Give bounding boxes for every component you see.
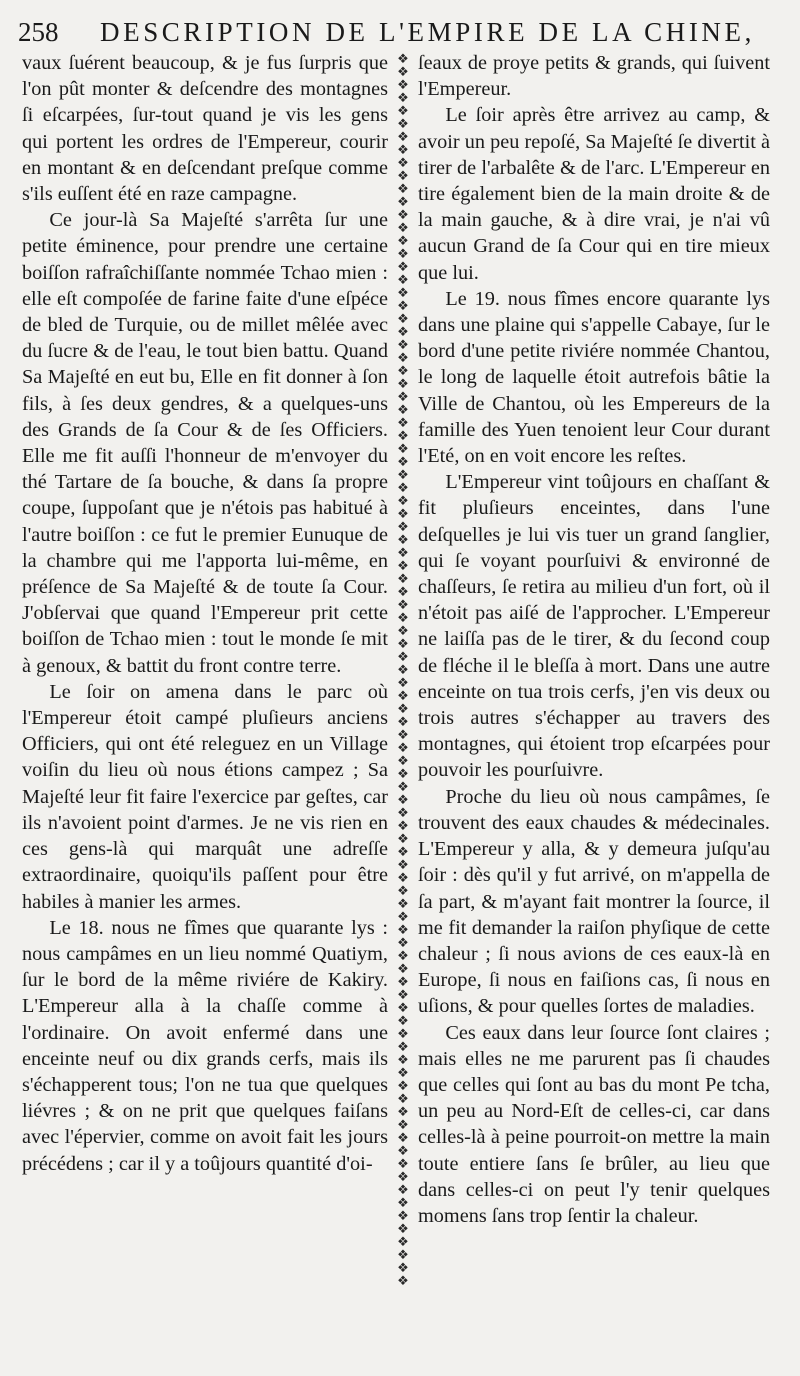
paragraph: vaux ſuérent beaucoup, & je fus ſurpris que l'on pût monter & deſcendre des montagnes ſi eſcarpées, ſur-tout quand je vis les gens qui portent les ordres de l'Empereur, courir en montant & en deſcendant preſque comme s'ils euſſent été en raze campagne. — [22, 52, 388, 206]
paragraph: Le ſoir après être arrivez au camp, & avoir un peu repoſé, Sa Majeſté ſe divertit à tirer de l'arbalête & de l'arc. L'Empereur en tire également bien de la main droite & de la main gauche, & à dire vrai, je n'ai vû aucun Grand de ſa Cour qui en tire mieux que lui. — [418, 104, 770, 284]
page-number: 258 — [18, 17, 59, 47]
right-column — [418, 50, 770, 1229]
paragraph: Ces eaux dans leur ſource ſont claires ; mais elles ne me parurent pas ſi chaudes que celles qui ſont au bas du mont Pe tcha, un peu au Nord-Eſt de celles-ci, car dans celles-là à peine pourroit-on mettre la main toute entiere ſans ſe brûler, au lieu que dans celles-ci on peut l'y tenir quelques momens ſans trop ſentir la chaleur. — [418, 1021, 770, 1227]
running-title: DESCRIPTION DE L'EMPIRE DE LA CHINE, — [100, 17, 755, 47]
paragraph: Proche du lieu où nous campâmes, ſe trouvent des eaux chaudes & médecinales. L'Empereur y alla, & y demeura juſqu'au ſoir : dès qu'il y fut arrivé, on m'appella de ſa part, & m'ayant fait montrer la ſource, il me fit demander la raiſon phyſique de cette chaleur ; ſi nous avions de ces eaux-là en Europe, ſi nous en faiſions cas, ſi nous en uſions, & pour quelles ſortes de maladies. — [418, 785, 770, 1018]
paragraph: L'Empereur vint toûjours en chaſſant & fit pluſieurs enceintes, dans l'une deſquelles je lui vis tuer un grand ſanglier, qui ſe voyant pourſuivi & environné de chaſſeurs, ſe retira au milieu d'un fort, où il n'étoit pas aiſé de l'approcher. L'Empereur ne laiſſa pas de le tirer, & du ſecond coup de fléche il le bleſſa à mort. Dans une autre enceinte on tua trois cerfs, j'en vis deux ou trois autres s'échapper au travers des montagnes, qui étoient trop eſcarpées pour pouvoir les pourſuivre. — [418, 471, 770, 782]
paragraph: Ce jour-là Sa Majeſté s'arrêta ſur une petite éminence, pour prendre une certaine boiſſon rafraîchiſſante nommée Tchao mien : elle eſt compoſée de farine faite d'une eſpéce de bled de Turquie, ou de millet mêlée avec du ſucre & de l'eau, le tout bien battu. Quand Sa Majeſté en eut bu, Elle en fit donner à ſon fils, à ſes deux gendres, & a quelques-uns des Grands de ſa Cour & de ſes Officiers. Elle me fit auſſi l'honneur de m'envoyer du thé Tartare de ſa bouche, & dans ſa propre coupe, ſuppoſant que je n'étois pas habitué à l'autre boiſſon : ce fut le premier Eunuque de la chambre qui me l'apporta lui-même, en préſence de Sa Majeſté & de toute ſa Cour. J'obſervai que quand l'Empereur prit cette boiſſon de Tchao mien : tout le monde ſe mit à genoux, & battit du front contre terre. — [22, 209, 388, 677]
paragraph: Le 18. nous ne fîmes que quarante lys : nous campâmes en un lieu nommé Quatiym, ſur le bord de la même riviére de Kakiry. L'Empereur alla à la chaſſe comme à l'ordinaire. On avoit enfermé dans une enceinte neuf ou dix grands cerfs, mais ils s'échapperent tous; l'on ne tua que quelques liévres ; & on ne prit que quelques faiſans avec l'épervier, comme on avoit fait les jours précédens ; car il y a toûjours quantité d'oi- — [22, 916, 388, 1175]
ornamental-column-divider: ❖ ❖ ❖ ❖ ❖ ❖ ❖ ❖ ❖ ❖ ❖ ❖ ❖ ❖ ❖ ❖ ❖ ❖ ❖ ❖ ❖ ❖ ❖ ❖ ❖ ❖ ❖ ❖ ❖ ❖ ❖ ❖ ❖ ❖ ❖ ❖ ❖ ❖ ❖ ❖ ❖ ❖ ❖ ❖ ❖ ❖ ❖ ❖ ❖ ❖ ❖ ❖ ❖ ❖ ❖ ❖ ❖ ❖ ❖ ❖ ❖ ❖ ❖ ❖ ❖ ❖ ❖ ❖ ❖ ❖ ❖ ❖ ❖ ❖ ❖ ❖ ❖ ❖ ❖ ❖ ❖ ❖ ❖ ❖ ❖ ❖ ❖ ❖ ❖ ❖ ❖ ❖ ❖ ❖ ❖ — [397, 52, 409, 1288]
left-column — [22, 50, 388, 1177]
paragraph: Le 19. nous fîmes encore quarante lys dans une plaine qui s'appelle Cabaye, ſur le bord d'une petite riviére nommée Chantou, le long de laquelle étoit autrefois bâtie la Ville de Chantou, où les Empereurs de la famille des Yuen tenoient leur Cour durant l'Eté, on en voit encore les reſtes. — [418, 287, 770, 468]
paragraph: ſeaux de proye petits & grands, qui ſuivent l'Empereur. — [418, 52, 770, 101]
paragraph: Le ſoir on amena dans le parc où l'Empereur étoit campé pluſieurs anciens Officiers, qui ont été releguez en un Village voiſin du lieu où nous étions campez ; Sa Majeſté leur fit faire l'exercice par geſtes, car ils n'avoient point d'armes. Je ne vis rien en ces gens-là qui marquât une adreſſe extraordinaire, quoiqu'ils paſſent pour être habiles à manier les armes. — [22, 680, 388, 913]
page-header — [14, 14, 794, 50]
